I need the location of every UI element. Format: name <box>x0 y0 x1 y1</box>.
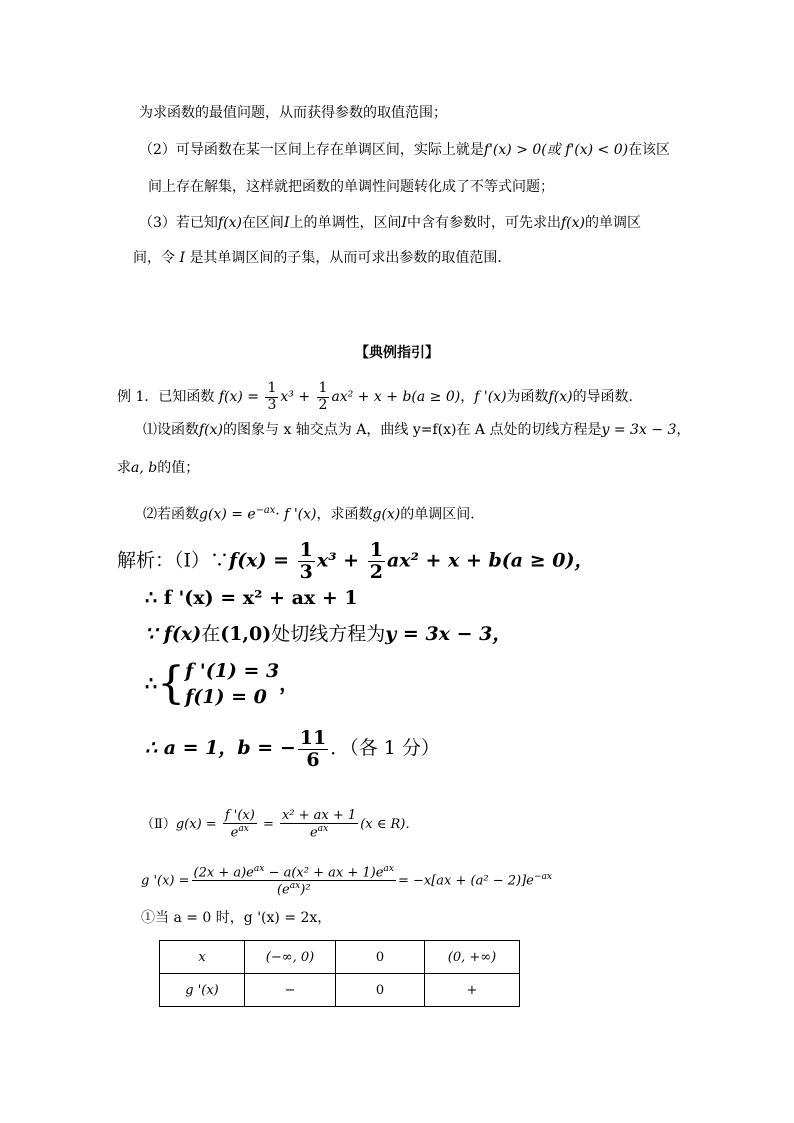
math: f(x) <box>217 215 242 231</box>
text-span: ⑴设函数 <box>143 422 199 438</box>
text-span: 在该区 <box>628 142 671 158</box>
text-span: 的导函数． <box>572 389 643 405</box>
math: ax² + x + b(a ≥ 0) <box>331 389 461 405</box>
sign-table <box>159 940 520 1007</box>
math: x³ + <box>280 389 315 405</box>
text-line: 为求函数的最值问题，从而获得参数的取值范围； <box>139 105 447 121</box>
math: −ax <box>255 505 276 516</box>
table-cell: − <box>245 974 336 1007</box>
math: ∴ a = 1，b = − <box>145 737 296 759</box>
table-row <box>160 941 520 974</box>
math: f(x) <box>561 215 586 231</box>
table-cell: (−∞, 0) <box>245 941 336 974</box>
math: ax² + x + b(a ≥ 0)， <box>386 549 594 572</box>
solution-line-3 <box>145 624 511 644</box>
text-line <box>139 213 641 233</box>
math: g(x) = <box>175 817 221 832</box>
example-statement <box>117 378 643 416</box>
part2-line <box>141 805 418 845</box>
table-row <box>160 974 520 1007</box>
math: f(x) = <box>218 389 259 405</box>
equation: f '(1) = 3 <box>185 660 280 682</box>
solution-system: ∴{ f '(1) = 3 f(1) = 0 ， <box>145 658 299 709</box>
math: f '(x) <box>474 389 507 405</box>
math: = −x[ax + (a² − 2)]e <box>397 873 534 889</box>
text-span: 的图象与 x 轴交点为 A，曲线 y=f(x)在 A 点处的切线方程是 <box>223 422 602 438</box>
math: x³ + <box>316 549 366 572</box>
text-span: 解析：（Ⅰ）∵ <box>117 549 230 572</box>
table-cell: (0, +∞) <box>425 941 520 974</box>
fraction: $\frac{11}{6}$ <box>299 726 327 771</box>
text-span: （2）可导函数在某一区间上存在单调区间，实际上就是 <box>139 142 484 158</box>
solution-line-2: ∴ f '(x) = x² + ax + 1 <box>145 587 358 609</box>
fraction: $\frac{(2x + a)e^{ax} - a(x^2 + ax + 1)e^{ax}}{(e^{ax})^2}$ <box>193 863 394 898</box>
text-span: ，求函数 <box>316 506 373 523</box>
fraction: $\frac{1}{2}$ <box>318 380 328 413</box>
text-span: ， <box>460 389 475 405</box>
text-span: 处切线方程为 <box>271 623 386 645</box>
text-span: 求 <box>117 460 131 476</box>
fraction: $\frac{f '(x)}{e^{ax}}$ <box>224 807 255 841</box>
text-span: 的单调区间． <box>400 506 485 523</box>
math: I <box>283 215 290 231</box>
solution-line-1 <box>117 540 593 583</box>
table-cell: x <box>160 941 245 974</box>
math: f(x) = <box>229 549 296 572</box>
text-span: 的值； <box>157 460 200 476</box>
table-cell: 0 <box>336 941 425 974</box>
text-span: 上的单调性，区间 <box>289 215 402 231</box>
math: ∵ f(x) <box>145 623 202 645</box>
therefore-symbol: ∴ <box>145 673 158 695</box>
math: −ax <box>533 872 553 882</box>
table-cell: + <box>425 974 520 1007</box>
text-line <box>133 248 511 268</box>
text-span: 为函数 <box>506 389 549 405</box>
text-span: 例 1．已知函数 <box>117 389 215 405</box>
text-span: ， <box>676 422 691 438</box>
fraction: $\frac{1}{3}$ <box>267 380 277 413</box>
question-1 <box>143 420 690 440</box>
math: = <box>258 817 278 832</box>
math: I <box>179 250 185 266</box>
brace-symbol: { <box>157 658 186 709</box>
math: I <box>401 215 407 231</box>
math: g '(x) = <box>141 873 190 889</box>
text-line: 间上存在解集，这样就把函数的单调性问题转化成了不等式问题； <box>148 179 554 195</box>
text-line <box>139 140 670 160</box>
equation: f(1) = 0 <box>185 686 267 708</box>
section-title: 【典例指引】 <box>355 345 439 361</box>
equation-system <box>185 658 279 710</box>
math: (1,0) <box>220 623 272 645</box>
math: y = 3x − 3 <box>601 422 677 438</box>
math: f'(x) > 0 <box>483 142 542 158</box>
fraction: $\frac{1}{2}$ <box>369 539 383 583</box>
fraction: $\frac{1}{3}$ <box>299 539 313 583</box>
math: y = 3x − 3， <box>385 623 512 645</box>
math: (或 f'(x) < 0) <box>541 142 629 158</box>
text-span: （Ⅱ） <box>141 817 176 832</box>
text-span: 的单调区 <box>585 215 642 231</box>
math: f(x) <box>199 422 224 438</box>
question-2 <box>143 501 484 525</box>
fraction: $\frac{\text{x² + ax + 1}}{e^{ax}}$ <box>281 807 357 841</box>
gprime-line <box>141 857 552 901</box>
math: · f '(x) <box>275 506 317 523</box>
math: a, b <box>131 460 158 476</box>
math: g(x) <box>372 506 401 523</box>
text-span: 在 <box>201 623 221 645</box>
table-cell: g '(x) <box>160 974 245 1007</box>
text-span: 是其单调区间的子集，从而可求出参数的取值范围． <box>189 250 512 266</box>
text-span: ⑵若函数 <box>143 506 199 523</box>
text-span: ．（各 1 分） <box>330 737 440 759</box>
text-span: 在区间 <box>241 215 284 231</box>
table-cell: 0 <box>336 974 425 1007</box>
solution-line-5 <box>145 726 440 770</box>
text-span: （3）若已知 <box>139 215 218 231</box>
question-1-cont <box>117 458 199 478</box>
text-span: 间，令 <box>133 250 175 266</box>
text-span: 中含有参数时，可先求出 <box>407 215 561 231</box>
math: g(x) = e <box>199 506 256 523</box>
case-1: ①当 a = 0 时，g '(x) = 2x， <box>141 910 332 926</box>
math: f(x) <box>548 389 573 405</box>
math: (x ∈ R)． <box>360 817 419 832</box>
